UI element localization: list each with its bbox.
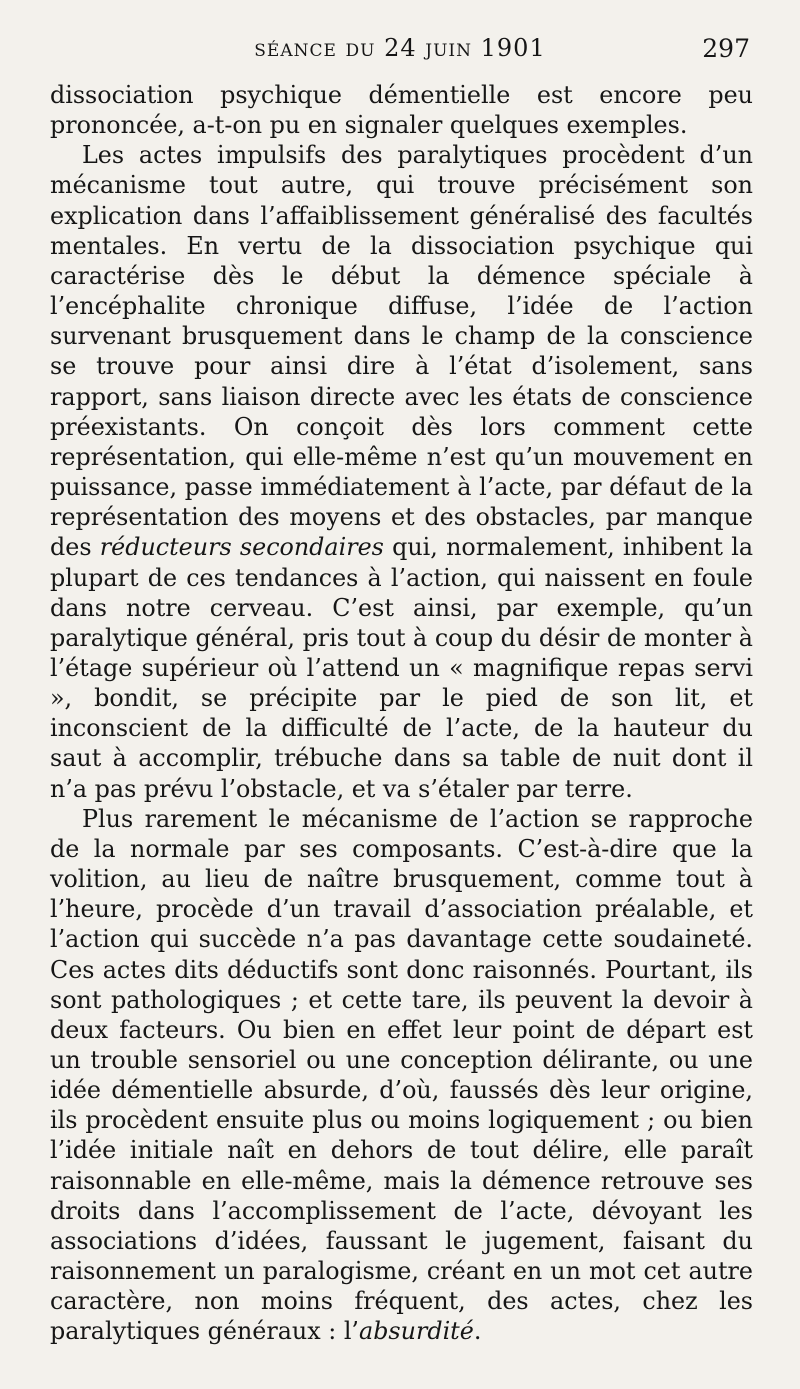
paragraph-3: [50, 804, 753, 1347]
running-head-title: séance du 24 juin 1901: [254, 34, 546, 62]
paragraph-text: dissociation psychique démentielle est encore peu prononcée, a-t-on pu en signaler quelques exemples.: [50, 81, 753, 140]
body-text: [50, 80, 753, 1347]
paragraph-text: qui, normalement, inhibent la plupart de ces tendances à l’action, qui naissent en foule dans notre cerveau. C’est ainsi, par exemple, qu’un paralytique général, pris tout à coup du désir de monter à l’étage supérieur où l’attend un « magnifique repas servi », bondit, se précipite par le pied de son lit, et inconscient de la difficulté de l’acte, de la hauteur du saut à accomplir, trébuche dans sa table de nuit dont il n’a pas prévu l’obstacle, et va s’étaler par terre.: [50, 533, 754, 803]
paragraph-1: [50, 80, 753, 140]
paragraph-text: Les actes impulsifs des paralytiques procèdent d’un mécanisme tout autre, qui trouve précisément son explication dans l’affaiblissement généralisé des facultés mentales. En vertu de la dissociation psychique qui caractérise dès le début la démence spéciale à l’encéphalite chronique diffuse, l’idée de l’action survenant brusquement dans le champ de la conscience se trouve pour ainsi dire à l’état d’isolement, sans rapport, sans liaison directe avec les états de conscience préexistants. On conçoit dès lors comment cette représentation, qui elle-même n’est qu’un mouvement en puissance, passe immédiatement à l’acte, par défaut de la représentation des moyens et des obstacles, par manque des: [50, 141, 753, 562]
italic-term: réducteurs secondaires: [99, 533, 384, 562]
paragraph-2: [50, 140, 753, 803]
paragraph-text: .: [473, 1317, 482, 1346]
paragraph-text: Plus rarement le mécanisme de l’action se rapproche de la normale par ses composants. C’est-à-dire que la volition, au lieu de naître brusquement, comme tout à l’heure, procède d’un travail d’association préalable, et l’action qui succède n’a pas davantage cette soudaineté. Ces actes dits déductifs sont donc raisonnés. Pourtant, ils sont pathologiques ; et cette tare, ils peuvent la devoir à deux facteurs. Ou bien en effet leur point de départ est un trouble sensoriel ou une conception délirante, ou une idée démentielle absurde, d’où, faussés dès leur origine, ils procèdent ensuite plus ou moins logiquement ; ou bien l’idée initiale naît en dehors de tout délire, elle paraît raisonnable en elle-même, mais la démence retrouve ses droits dans l’accomplissement de l’acte, dévoyant les associations d’idées, faussant le jugement, faisant du raisonnement un paralogisme, créant en un mot cet autre caractère, non moins fréquent, des actes, chez les paralytiques généraux : l’: [50, 804, 753, 1346]
page-number: 297: [702, 34, 750, 63]
italic-term: absurdité: [359, 1317, 474, 1346]
running-head: [50, 34, 750, 74]
